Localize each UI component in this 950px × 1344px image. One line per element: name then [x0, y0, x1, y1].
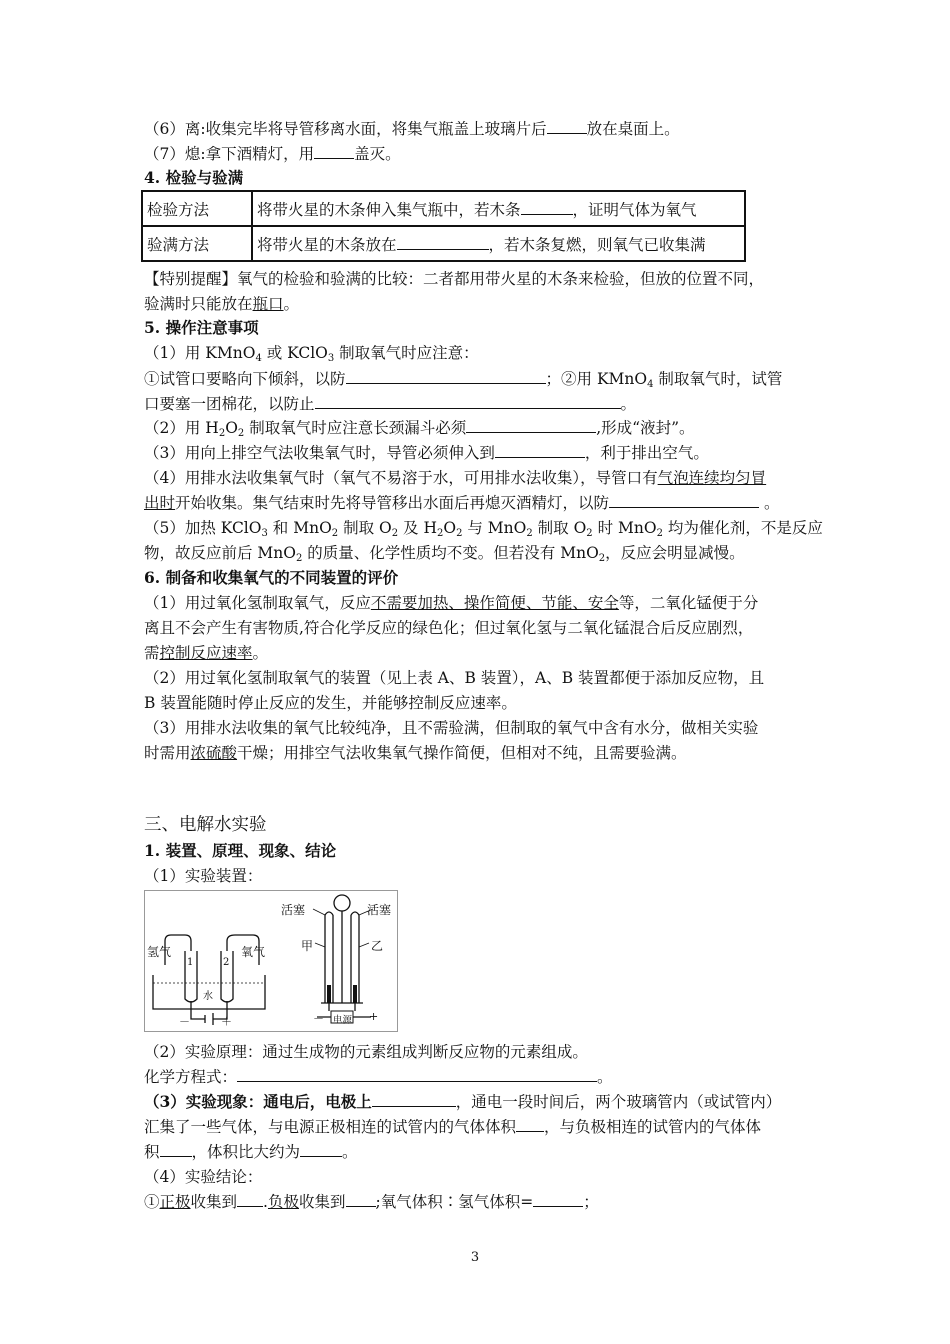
subscript: 2	[598, 553, 606, 564]
note-2-line	[144, 416, 814, 440]
text: （2）用 H	[144, 419, 219, 437]
label-power: 电源	[333, 1015, 353, 1026]
answer-blank[interactable]	[521, 198, 573, 215]
text: （1）用 KMnO	[144, 344, 256, 362]
answer-blank[interactable]	[315, 392, 621, 409]
text: ,形成“液封”。	[596, 419, 695, 437]
subscript: 2	[656, 528, 663, 539]
table-cell-key: 检验方法	[142, 191, 252, 226]
note-1-a-line	[144, 367, 814, 391]
text: 验满时只能放在	[144, 295, 253, 313]
subscript: 4	[255, 353, 262, 364]
text: O	[443, 519, 457, 537]
answer-blank[interactable]	[314, 142, 354, 159]
text: ，证明气体为氧气	[572, 200, 697, 219]
eval-1-line	[144, 591, 814, 615]
answer-blank[interactable]	[237, 1190, 263, 1207]
item-3-line	[144, 1090, 814, 1114]
battery	[205, 1013, 213, 1025]
label-yi: 乙	[371, 939, 384, 953]
text: 将带火星的木条放在	[257, 235, 397, 254]
subscript: 2	[237, 428, 245, 439]
text: ①	[144, 1193, 160, 1211]
text: ;氧气体积∶氢气体积=	[375, 1193, 534, 1211]
subscript: 2	[586, 528, 593, 539]
item-3-line-3	[144, 1140, 814, 1164]
note-3-line	[144, 441, 814, 465]
subscript: 2	[526, 528, 533, 539]
table-row	[142, 226, 745, 261]
text: 化学方程式：	[144, 1068, 238, 1086]
text: 。	[342, 1143, 358, 1161]
key-term: 瓶口	[252, 295, 284, 313]
note-1-b-line	[144, 392, 814, 416]
text: 制取 O	[338, 519, 392, 537]
text: 等，二氧化锰便于分	[618, 594, 759, 612]
text: 汇集了一些气体，与电源正极相连的试管内的气体体积	[144, 1118, 517, 1136]
text: 制取氧气时应注意长颈漏斗必须	[244, 419, 467, 437]
item-4: （4）实验结论：	[144, 1168, 263, 1186]
subscript: 2	[391, 528, 399, 539]
text: 需	[144, 644, 160, 662]
text: ，若木条复燃，则氧气已收集满	[488, 235, 706, 254]
label-jia: 甲	[301, 939, 314, 953]
answer-blank[interactable]	[516, 1115, 544, 1132]
special-tip-2	[144, 292, 814, 316]
answer-blank[interactable]	[372, 1090, 456, 1107]
answer-blank[interactable]	[533, 1190, 583, 1207]
page-number: 3	[470, 1250, 480, 1265]
text: 与 MnO	[462, 519, 527, 537]
note-4-line	[144, 466, 814, 490]
label-oxygen: 氧气	[241, 945, 266, 959]
text: .	[263, 1193, 268, 1211]
text: O	[225, 419, 238, 437]
subscript: 2	[331, 528, 339, 539]
answer-blank[interactable]	[346, 1190, 376, 1207]
table-cell-value	[252, 226, 745, 261]
subscript: 4	[647, 379, 654, 390]
text: 制取 O	[532, 519, 587, 537]
eval-1-line-3	[144, 641, 814, 665]
subscript: 2	[436, 528, 444, 539]
text: ，通电一段时间后，两个玻璃管内（或试管内）	[455, 1093, 782, 1111]
eval-1-line-2: 离且不会产生有害物质,符合化学反应的绿色化；但过氧化氢与二氧化锰混合后反应剧烈，	[144, 619, 754, 637]
table-cell-key: 验满方法	[142, 226, 252, 261]
item-1: （1）实验装置：	[144, 867, 263, 885]
electrode-right	[353, 985, 357, 1003]
eval-3-line: （3）用排水法收集的氧气比较纯净，且不需验满，但制取的氧气中含有水分，做相关实验	[144, 719, 759, 737]
label-water: 水	[203, 991, 213, 1002]
text: 。	[283, 295, 300, 313]
text: 。	[252, 644, 269, 662]
label-minus: －	[179, 1015, 190, 1028]
text: ，体积比大约为	[191, 1143, 301, 1161]
text: （1）用过氧化氢制取氧气，反应	[144, 594, 371, 612]
text: 。	[597, 1068, 613, 1086]
subscript: 2	[456, 528, 463, 539]
eval-2-line: （2）用过氧化氢制取氧气的装置（见上表 A、B 装置），A、B 装置都便于添加反应物，且	[144, 669, 765, 687]
step-7-line	[144, 142, 814, 166]
text: 口要塞一团棉花，以防止	[144, 395, 315, 413]
label-power-minus: －	[313, 1012, 324, 1025]
wire-left	[191, 1001, 205, 1019]
text: （4）用排水法收集氧气时（氧气不易溶于水，可用排水法收集），导管口有	[144, 469, 658, 487]
text: ；②用 KMnO	[545, 370, 648, 388]
text: 的质量、化学性质均不变。但若没有 MnO	[302, 544, 599, 562]
answer-blank[interactable]	[160, 1140, 192, 1157]
note-1-line	[144, 341, 814, 365]
subscript: 3	[327, 353, 335, 364]
answer-blank[interactable]	[609, 491, 759, 508]
section-heading-electrolysis: 三、电解水实验	[144, 815, 267, 835]
text: 时 MnO	[592, 519, 657, 537]
text: 均为催化剂，不是反应	[662, 519, 823, 537]
text: 将带火星的木条伸入集气瓶中，若木条	[257, 200, 521, 219]
key-term: 不需要加热、操作简便、节能、安全	[370, 594, 619, 612]
key-term: 气泡连续均匀冒	[657, 469, 767, 487]
text: 或 KClO	[261, 344, 328, 362]
equation-line	[144, 1065, 814, 1089]
table-cell-value	[252, 191, 745, 226]
label-plus: ＋	[221, 1015, 232, 1028]
label-tube-2: 2	[223, 957, 230, 968]
electrode-leads	[329, 1003, 355, 1011]
note-5-line-2	[144, 541, 814, 565]
key-term: 正极	[159, 1193, 191, 1211]
step-6-line	[144, 117, 814, 141]
text: （7）熄:拿下酒精灯，用	[144, 145, 315, 163]
answer-blank[interactable]	[397, 233, 489, 250]
text: 物，故反应前后 MnO	[144, 544, 296, 562]
text: 。	[620, 395, 637, 413]
text: （3）实验现象：通电后，电极上	[144, 1092, 372, 1111]
text: 收集到	[299, 1193, 346, 1211]
answer-blank[interactable]	[495, 441, 585, 458]
text: ，与负极相连的试管内的气体体	[544, 1118, 762, 1136]
text: 盖灭。	[354, 145, 401, 163]
text: ，反应会明显减慢。	[605, 544, 745, 562]
text: 干燥；用排空气法收集氧气操作简便，但相对不纯，且需要验满。	[237, 744, 687, 762]
answer-blank[interactable]	[547, 117, 587, 134]
key-term: 出时	[144, 494, 176, 512]
label-power-plus: +	[369, 1010, 379, 1023]
section-4-title: 4. 检验与验满	[144, 168, 244, 187]
special-tip: 【特别提醒】氧气的检验和验满的比较：二者都用带火星的木条来检验，但放的位置不同，	[144, 270, 765, 288]
answer-blank[interactable]	[237, 1065, 597, 1082]
note-4-line-2	[144, 491, 814, 515]
electrode-left	[327, 985, 331, 1003]
label-tube-1: 1	[187, 957, 194, 968]
text: 1. 装置、原理、现象、结论	[144, 841, 337, 860]
item-2: （2）实验原理：通过生成物的元素组成判断反应物的元素组成。	[144, 1043, 588, 1061]
eval-3-line-2	[144, 741, 814, 765]
text: 及 H	[398, 519, 437, 537]
text: 放在桌面上。	[586, 120, 680, 138]
key-term: 浓硫酸	[190, 744, 238, 762]
text: （3）用向上排空气法收集氧气时，导管必须伸入到	[144, 444, 495, 462]
text: ，利于排出空气。	[584, 444, 709, 462]
subscript: 2	[296, 553, 303, 564]
item-3-line-2	[144, 1115, 814, 1139]
electrolysis-apparatus-figure	[144, 890, 398, 1032]
label-hydrogen: 氢气	[147, 945, 172, 959]
text: 收集到	[190, 1193, 238, 1211]
subheading	[144, 839, 814, 863]
text: （6）离:收集完毕将导管移离水面，将集气瓶盖上玻璃片后	[144, 120, 547, 138]
text: ①试管口要略向下倾斜，以防	[144, 370, 346, 388]
key-term: 负极	[267, 1193, 299, 1211]
text: 时需用	[144, 744, 191, 762]
reservoir-bulb	[334, 895, 350, 911]
section-6-title: 6. 制备和收集氧气的不同装置的评价	[144, 568, 399, 587]
subscript: 2	[218, 428, 226, 439]
text: 制取氧气时应注意：	[334, 344, 479, 362]
valve-pointers	[313, 909, 373, 915]
text: 和 MnO	[267, 519, 332, 537]
answer-blank[interactable]	[346, 367, 546, 384]
text: 制取氧气时，试管	[653, 370, 783, 388]
text: 积	[144, 1143, 160, 1161]
conclusion-line	[144, 1190, 814, 1214]
check-table	[141, 190, 746, 262]
text: ；	[583, 1193, 599, 1211]
eval-2-line-2: B 装置能随时停止反应的发生，并能够控制反应速率。	[144, 694, 517, 712]
text: 开始收集。集气结束时先将导管移出水面后再熄灭酒精灯，以防	[175, 494, 610, 512]
key-term: 控制反应速率	[159, 644, 253, 662]
answer-blank[interactable]	[466, 416, 596, 433]
text: 。	[759, 494, 780, 512]
subscript: 3	[261, 528, 268, 539]
table-row	[142, 191, 745, 226]
label-valve-left: 活塞	[281, 903, 306, 917]
answer-blank[interactable]	[300, 1140, 342, 1157]
label-valve-right: 活塞	[367, 903, 392, 917]
section-5-title: 5. 操作注意事项	[144, 318, 259, 337]
note-5-line	[144, 516, 823, 540]
text: （5）加热 KClO	[144, 519, 262, 537]
apparatus-drawing	[145, 891, 397, 1031]
